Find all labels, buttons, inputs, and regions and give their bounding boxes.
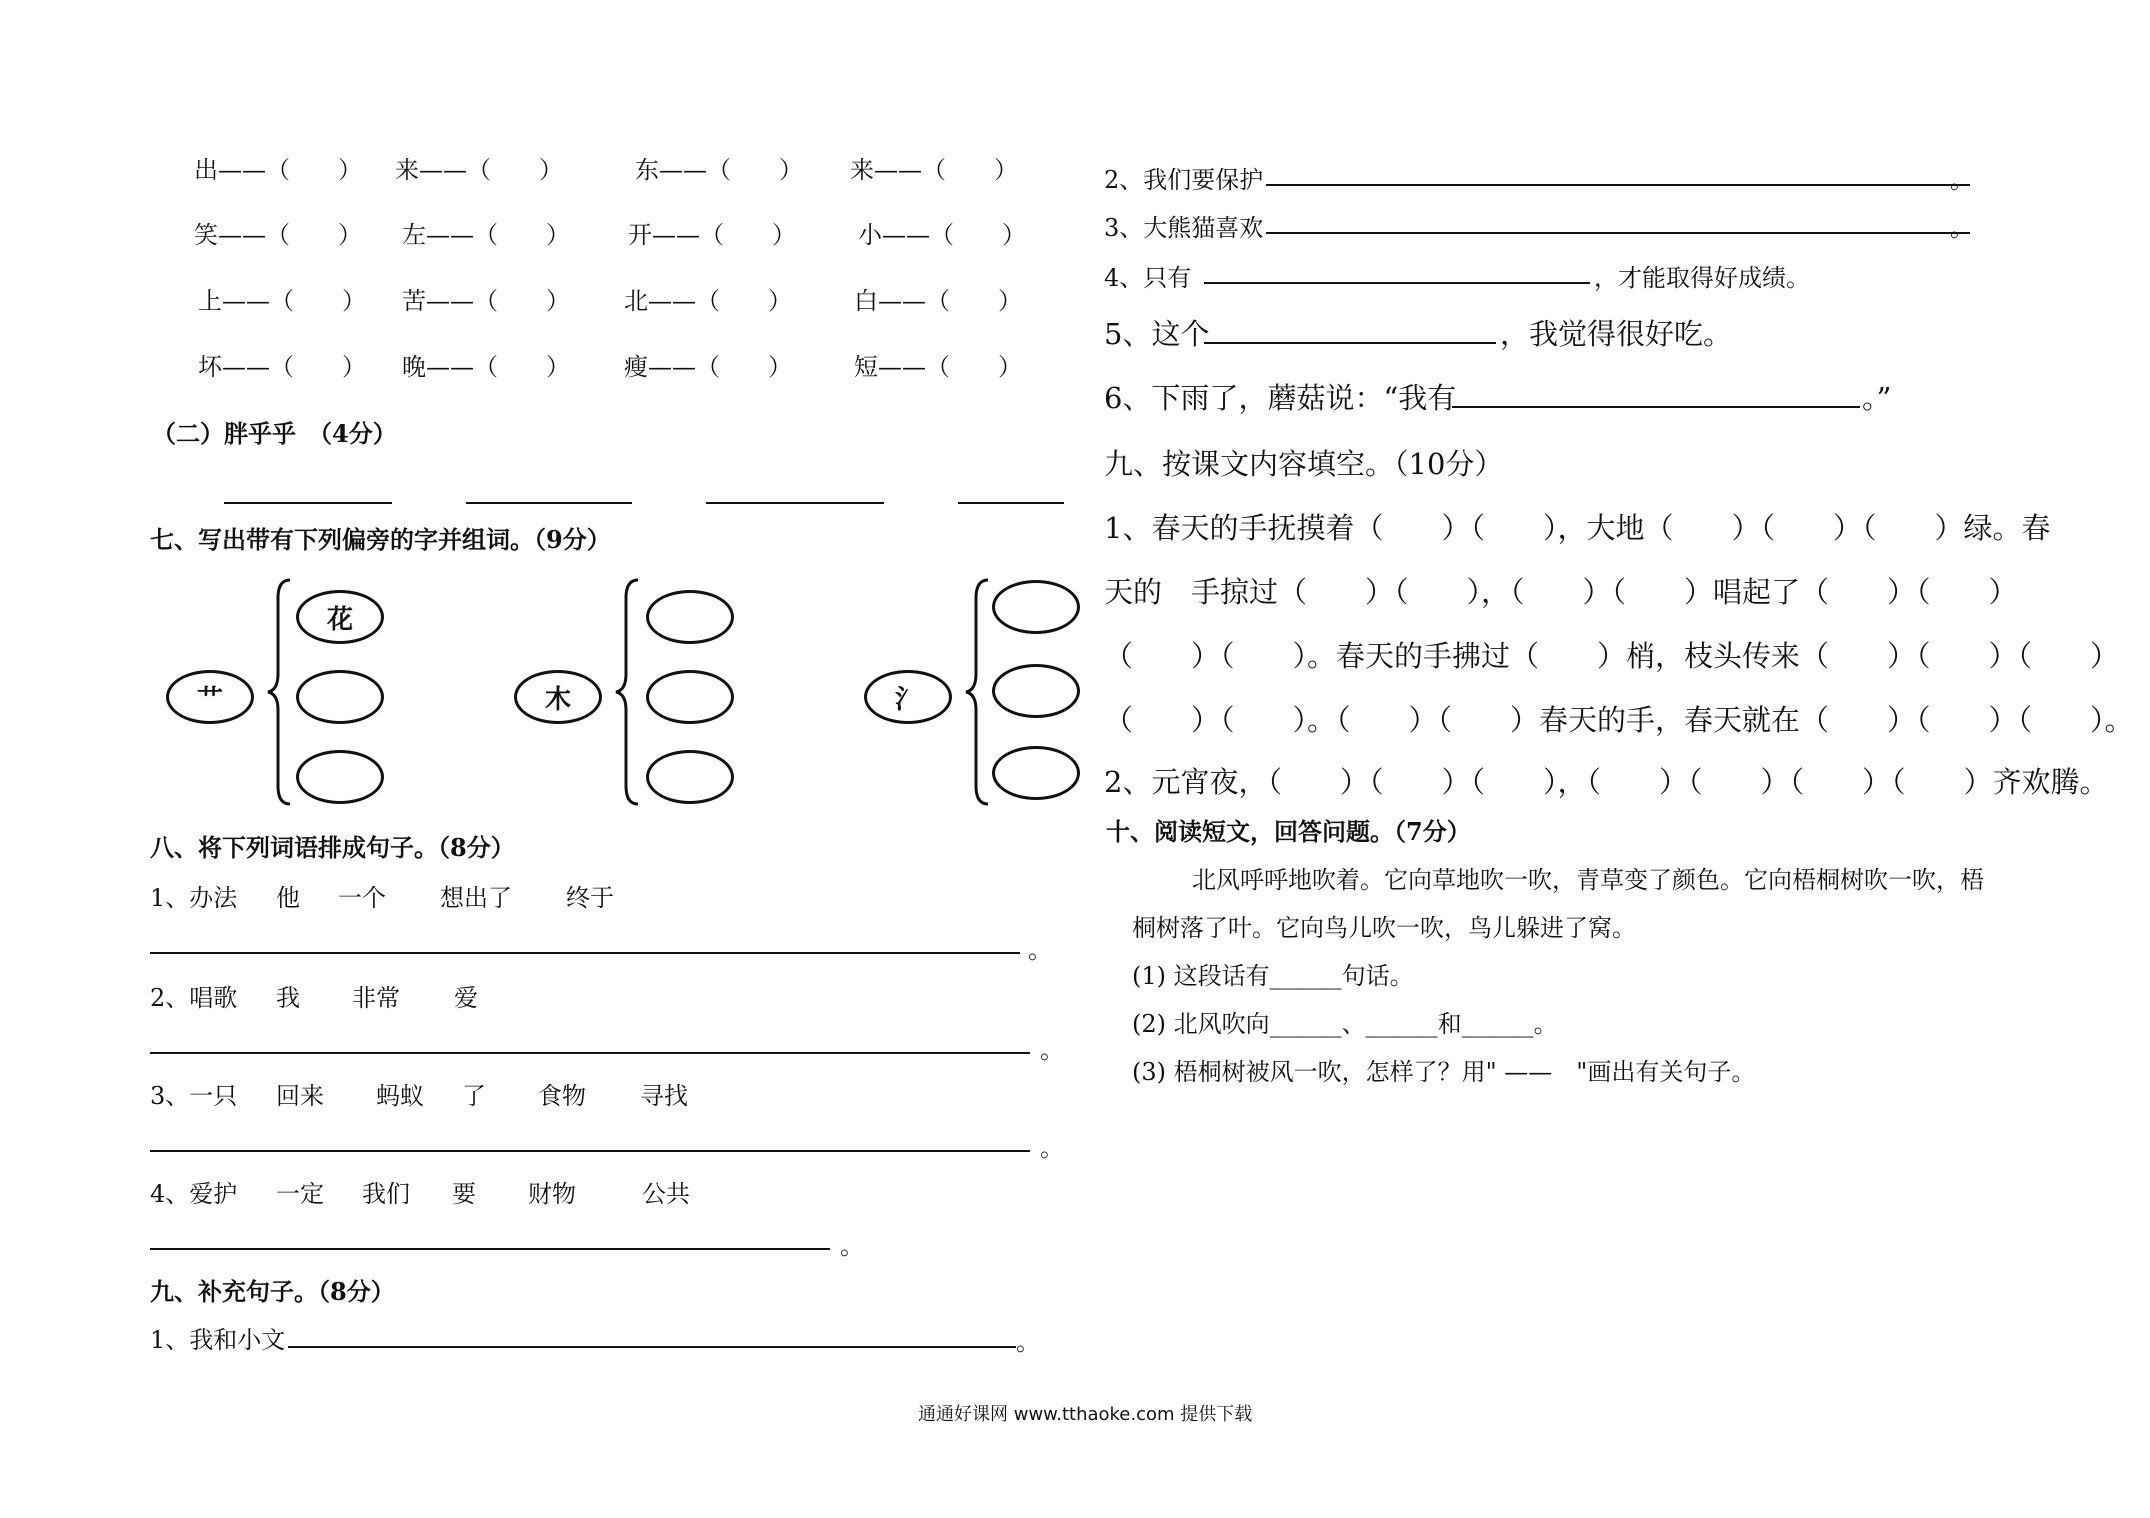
antonym-item: 白——（ ）: [854, 287, 1022, 315]
antonym-item: 笑——（ ）: [194, 221, 362, 249]
fill-line: 2、元宵夜，（ ）（ ）（ ），（ ）（ ）（ ）（ ）齐欢腾。: [1104, 765, 2109, 799]
section-heading: 十、阅读短文，回答问题。（7分）: [1106, 817, 1471, 846]
word-item: 食物: [538, 1082, 586, 1110]
sentence-prefix: 5、这个: [1104, 317, 1210, 351]
answer-oval: [992, 580, 1080, 634]
word-item: 想出了: [440, 884, 512, 912]
word-item: 4、爱护: [150, 1180, 238, 1208]
answer-oval: [646, 670, 734, 724]
word-item: 蚂蚁: [376, 1082, 424, 1110]
passage-text: 北风呼呼地吹着。它向草地吹一吹，青草变了颜色。它向梧桐树吹一吹，梧: [1192, 866, 1984, 894]
word-item: 公共: [642, 1180, 690, 1208]
fill-line: （ ）（ ）。春天的手拂过（ ）梢，枝头传来（ ）（ ）（ ）: [1104, 639, 2120, 673]
answer-line: [1266, 184, 1970, 186]
sentence-prefix: 4、只有: [1104, 264, 1192, 292]
fill-line: 天的 手掠过（ ）（ ），（ ）（ ）唱起了（ ）（ ）: [1104, 575, 2018, 609]
answer-line: [150, 1150, 1030, 1152]
antonym-item: 小——（ ）: [858, 221, 1026, 249]
section-heading: 八、将下列词语排成句子。（8分）: [150, 833, 515, 862]
word-item: 非常: [352, 984, 400, 1012]
antonym-item: 左——（ ）: [402, 221, 570, 249]
word-item: 我们: [362, 1180, 410, 1208]
antonym-item: 短——（ ）: [854, 353, 1022, 381]
answer-line: [1204, 282, 1590, 284]
antonym-item: 晚——（ ）: [402, 353, 570, 381]
answer-oval: [992, 664, 1080, 718]
word-item: 爱: [454, 984, 478, 1012]
answer-oval: [646, 750, 734, 804]
question-text: (3) 梧桐树被风一吹，怎样了？用" —— "画出有关句子。: [1132, 1058, 1756, 1086]
section-heading: （二）胖乎乎 （4分）: [152, 419, 397, 448]
period-mark: 。: [1016, 1328, 1040, 1356]
section-heading: 七、写出带有下列偏旁的字并组词。（9分）: [150, 525, 611, 554]
word-item: 2、唱歌: [150, 984, 238, 1012]
fill-line: （ ）（ ）。（ ）（ ）春天的手，春天就在（ ）（ ）（ ）。: [1104, 703, 2134, 737]
antonym-item: 东——（ ）: [635, 156, 803, 184]
sentence-prefix: 6、下雨了，蘑菇说：“我有: [1104, 381, 1457, 415]
sentence-suffix: 。”: [1862, 381, 1892, 415]
word-item: 一定: [276, 1180, 324, 1208]
antonym-item: 苦——（ ）: [402, 287, 570, 315]
period-mark: 。: [1040, 1036, 1064, 1064]
period-mark: 。: [1950, 166, 1974, 194]
word-item: 一个: [338, 884, 386, 912]
radical-char: 艹: [196, 684, 223, 715]
question-text: (1) 这段话有______句话。: [1132, 962, 1414, 990]
radical-char: 木: [544, 684, 571, 715]
antonym-item: 开——（ ）: [628, 221, 796, 249]
word-item: 他: [276, 884, 300, 912]
period-mark: 。: [1950, 214, 1974, 242]
word-item: 回来: [276, 1082, 324, 1110]
word-item: 1、办法: [150, 884, 238, 912]
answer-line: [706, 502, 884, 504]
answer-oval: [296, 750, 384, 804]
antonym-item: 出——（ ）: [194, 156, 362, 184]
period-mark: 。: [840, 1232, 864, 1260]
answer-oval: [646, 590, 734, 644]
answer-oval: [296, 670, 384, 724]
sentence-prefix: 2、我们要保护: [1104, 166, 1264, 194]
word-item: 我: [276, 984, 300, 1012]
antonym-item: 来——（ ）: [395, 156, 563, 184]
answer-oval: [992, 746, 1080, 800]
answer-line: [150, 1052, 1030, 1054]
sentence-suffix: ，我觉得很好吃。: [1500, 317, 1733, 351]
page-footer: 通通好课网 www.tthaoke.com 提供下载: [918, 1404, 1253, 1425]
section-heading: 九、补充句子。（8分）: [150, 1277, 395, 1306]
curly-brace-icon: [612, 578, 644, 806]
word-item: 要: [452, 1180, 476, 1208]
antonym-item: 上——（ ）: [198, 287, 366, 315]
antonym-item: 瘦——（ ）: [624, 353, 792, 381]
answer-line: [466, 502, 632, 504]
period-mark: 。: [1040, 1134, 1064, 1162]
antonym-item: 来——（ ）: [850, 156, 1018, 184]
sentence-suffix: ，才能取得好成绩。: [1594, 264, 1810, 292]
curly-brace-icon: [264, 578, 296, 806]
radical-oval: [514, 670, 602, 724]
answer-line: [1452, 406, 1860, 408]
period-mark: 。: [1028, 936, 1052, 964]
radical-oval: [166, 670, 254, 724]
question-text: (2) 北风吹向______、______和______。: [1132, 1010, 1558, 1038]
answer-line: [288, 1346, 1016, 1348]
sentence-prefix: 1、我和小文: [150, 1326, 286, 1354]
answer-line: [150, 952, 1020, 954]
passage-text: 桐树落了叶。它向鸟儿吹一吹，鸟儿躲进了窝。: [1132, 914, 1636, 942]
radical-oval: [864, 670, 952, 724]
word-item: 3、一只: [150, 1082, 238, 1110]
word-item: 寻找: [640, 1082, 688, 1110]
answer-line: [958, 502, 1064, 504]
sentence-prefix: 3、大熊猫喜欢: [1104, 214, 1264, 242]
answer-line: [224, 502, 392, 504]
word-item: 了: [462, 1082, 486, 1110]
fill-line: 1、春天的手抚摸着（ ）（ ），大地（ ）（ ）（ ）绿。春: [1104, 511, 2051, 545]
antonym-item: 北——（ ）: [624, 287, 792, 315]
antonym-item: 坏——（ ）: [198, 353, 366, 381]
word-item: 财物: [528, 1180, 576, 1208]
answer-char: 花: [326, 604, 353, 635]
answer-line: [1204, 342, 1496, 344]
word-item: 终于: [566, 884, 614, 912]
answer-oval: [296, 590, 384, 644]
answer-line: [1266, 232, 1970, 234]
answer-line: [150, 1248, 830, 1250]
radical-char: 氵: [894, 684, 921, 715]
curly-brace-icon: [962, 578, 994, 806]
section-heading: 九、按课文内容填空。（10分）: [1104, 447, 1504, 481]
